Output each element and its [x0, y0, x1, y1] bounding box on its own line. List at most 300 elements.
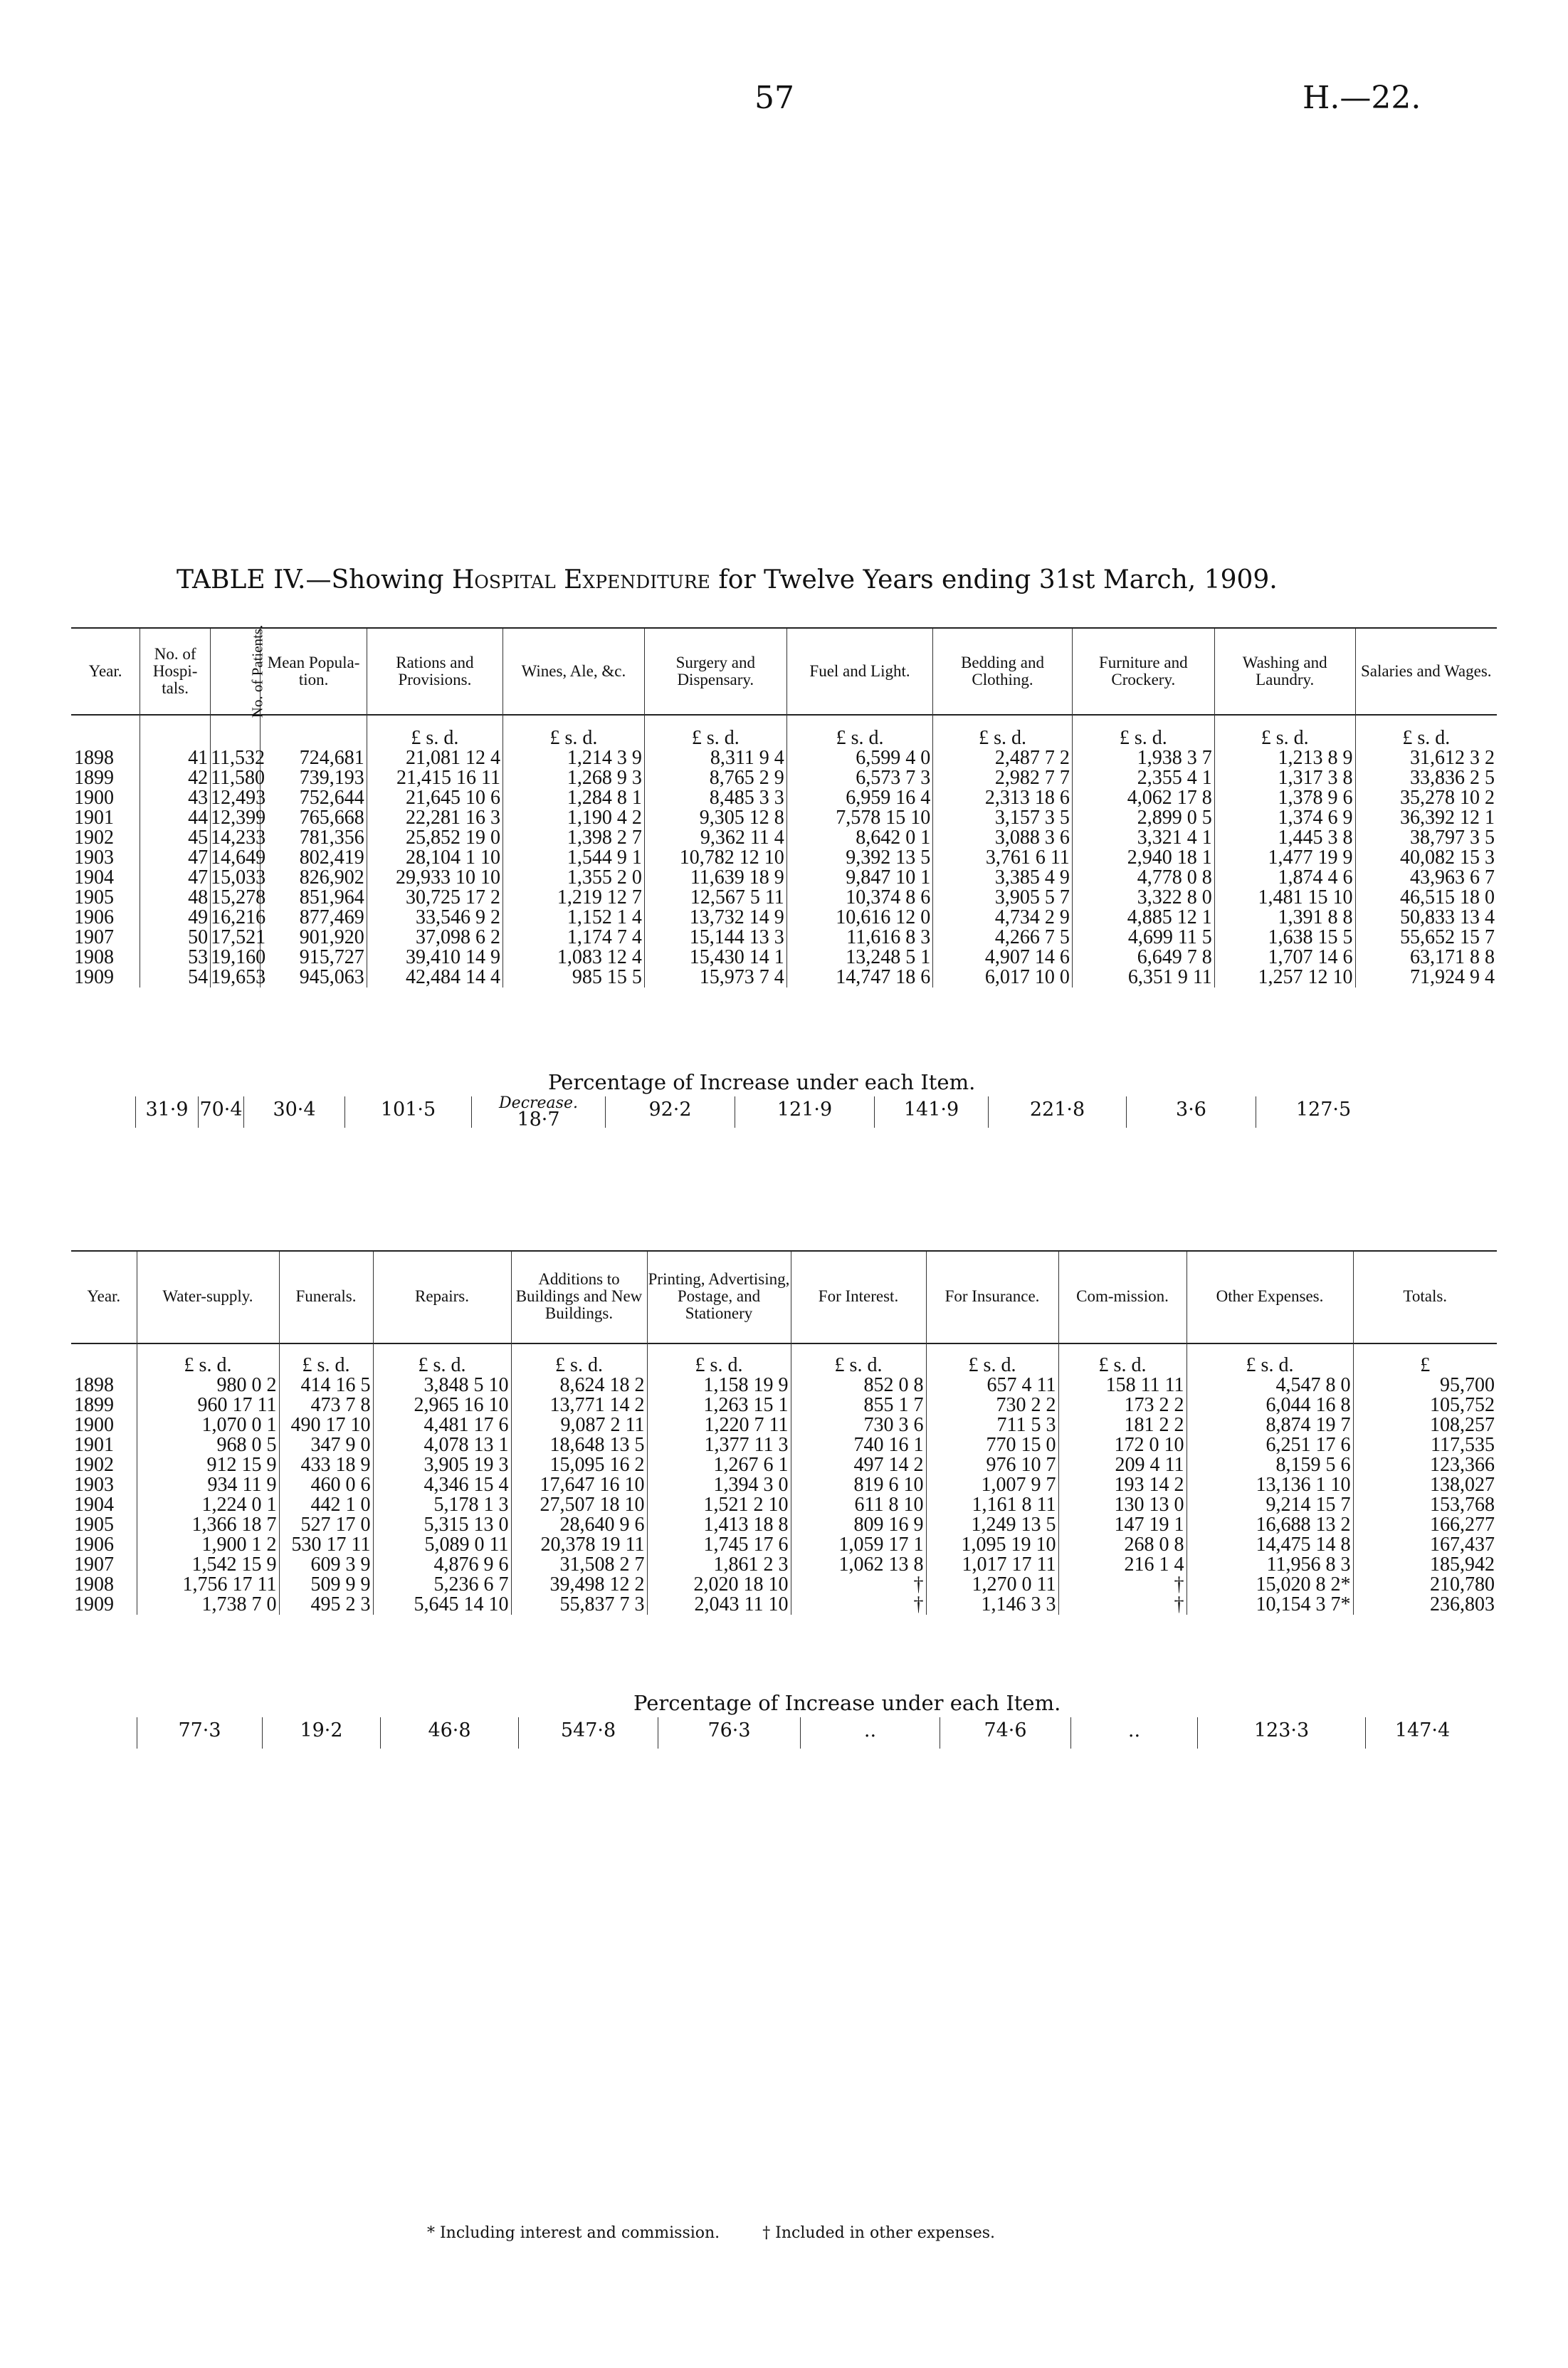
value-cell: †: [791, 1595, 926, 1615]
percentage-value: 46·8: [428, 1719, 471, 1741]
value-cell: 1,378 9 6: [1214, 788, 1355, 808]
value-cell: 1,481 15 10: [1214, 888, 1355, 908]
percentage-cell: [1256, 1096, 1391, 1128]
value-cell: 6,351 9 11: [1072, 968, 1214, 987]
percentage-cell: [198, 1096, 243, 1128]
value-cell: 48: [140, 888, 211, 908]
value-cell: 3,761 6 11: [933, 848, 1073, 868]
percentage-cell: [135, 1096, 198, 1128]
value-cell: 6,017 10 0: [933, 968, 1073, 987]
value-cell: 15,973 7 4: [644, 968, 786, 987]
value-cell: 5,645 14 10: [373, 1595, 511, 1615]
header-totals: Totals.: [1353, 1252, 1497, 1341]
value-cell: 33,836 2 5: [1355, 768, 1497, 788]
value-cell: 13,248 5 1: [786, 948, 932, 968]
value-cell: 980 0 2: [137, 1376, 279, 1395]
value-cell: 50: [140, 928, 211, 948]
table-title: [177, 565, 1429, 594]
value-cell: 216 1 4: [1058, 1555, 1186, 1575]
year-cell: 1909: [74, 966, 114, 988]
value-cell: 945,063: [261, 968, 367, 987]
value-cell: 4,885 12 1: [1072, 908, 1214, 928]
unit-cell: £ s. d.: [1058, 1341, 1186, 1376]
value-cell: 3,157 3 5: [933, 808, 1073, 828]
value-cell: 1,152 1 4: [503, 908, 644, 928]
value-cell: 10,374 8 6: [786, 888, 932, 908]
value-cell: 10,616 12 0: [786, 908, 932, 928]
percentage-cell: [800, 1717, 940, 1749]
header-surgery: Surgery and Dispensary.: [644, 629, 786, 714]
value-cell: 12,399: [211, 807, 266, 829]
value-cell: 442 1 0: [279, 1495, 373, 1515]
value-cell: 3,848 5 10: [373, 1376, 511, 1395]
value-cell: 11,616 8 3: [786, 928, 932, 948]
value-cell: 1,391 8 8: [1214, 908, 1355, 928]
value-cell: 730 2 2: [926, 1395, 1058, 1415]
value-cell: 47: [140, 848, 211, 868]
value-cell: 4,907 14 6: [933, 948, 1073, 968]
value-cell: 43: [140, 788, 211, 808]
value-cell: 1,257 12 10: [1214, 968, 1355, 987]
value-cell: 6,959 16 4: [786, 788, 932, 808]
year-cell: 1907: [74, 1554, 114, 1576]
table-row: [71, 1455, 1497, 1475]
title-lead: TABLE IV.—Showing: [177, 565, 453, 594]
value-cell: 2,965 16 10: [373, 1395, 511, 1415]
table-row: [71, 1575, 1497, 1595]
value-cell: 8,874 19 7: [1186, 1415, 1353, 1435]
value-cell: 19,653: [211, 966, 266, 988]
value-cell: 2,043 11 10: [647, 1595, 791, 1615]
value-cell: 711 5 3: [926, 1415, 1058, 1435]
value-cell: 181 2 2: [1058, 1415, 1186, 1435]
value-cell: 5,315 13 0: [373, 1515, 511, 1535]
percentage-cell: [243, 1096, 344, 1128]
table-row: [71, 1475, 1497, 1495]
value-cell: 2,940 18 1: [1072, 848, 1214, 868]
value-cell: 657 4 11: [926, 1376, 1058, 1395]
unit-cell: [211, 714, 261, 748]
value-cell: 29,933 10 10: [367, 868, 503, 888]
table-row: [71, 1395, 1497, 1415]
value-cell: 1,638 15 5: [1214, 928, 1355, 948]
value-cell: 35,278 10 2: [1355, 788, 1497, 808]
value-cell: 1,270 0 11: [926, 1575, 1058, 1595]
year-cell: 1903: [74, 847, 114, 869]
value-cell: 724,681: [261, 748, 367, 768]
unit-cell: £ s. d.: [279, 1341, 373, 1376]
percentage-value: 127·5: [1295, 1099, 1352, 1121]
percentage-cell: [1365, 1717, 1479, 1749]
value-cell: 15,033: [211, 866, 266, 889]
table-row: [71, 768, 1497, 788]
value-cell: 781,356: [261, 828, 367, 848]
value-cell: 9,305 12 8: [644, 808, 786, 828]
value-cell: 55,837 7 3: [511, 1595, 647, 1615]
value-cell: 2,899 0 5: [1072, 808, 1214, 828]
header-hospitals: No. of Hospi-tals.: [140, 629, 211, 714]
table-row: [71, 1535, 1497, 1555]
value-cell: 809 16 9: [791, 1515, 926, 1535]
value-cell: 17,647 16 10: [511, 1475, 647, 1495]
table-row: [71, 968, 1497, 987]
value-cell: 10,782 12 10: [644, 848, 786, 868]
value-cell: 25,852 19 0: [367, 828, 503, 848]
value-cell: 31,612 3 2: [1355, 748, 1497, 768]
value-cell: 43,963 6 7: [1355, 868, 1497, 888]
value-cell: 22,281 16 3: [367, 808, 503, 828]
value-cell: 31,508 2 7: [511, 1555, 647, 1575]
header-interest: For Interest.: [791, 1252, 926, 1341]
value-cell: 1,445 3 8: [1214, 828, 1355, 848]
value-cell: 9,847 10 1: [786, 868, 932, 888]
value-cell: 3,321 4 1: [1072, 828, 1214, 848]
value-cell: 236,803: [1353, 1595, 1497, 1615]
header-fuel: Fuel and Light.: [786, 629, 932, 714]
year-cell: 1905: [74, 886, 114, 908]
value-cell: 36,392 12 1: [1355, 808, 1497, 828]
value-cell: 6,649 7 8: [1072, 948, 1214, 968]
unit-cell: [261, 714, 367, 748]
table-row: [71, 1515, 1497, 1535]
value-cell: 1,220 7 11: [647, 1415, 791, 1435]
percentage-cell: [1070, 1717, 1197, 1749]
value-cell: 1,190 4 2: [503, 808, 644, 828]
table-row: [71, 748, 1497, 768]
table-row: [71, 948, 1497, 968]
table-row: [71, 788, 1497, 808]
value-cell: 8,311 9 4: [644, 748, 786, 768]
value-cell: 147 19 1: [1058, 1515, 1186, 1535]
percentage-cell: [940, 1717, 1070, 1749]
percentage-value: 221·8: [1029, 1099, 1085, 1121]
value-cell: 12,493: [211, 787, 266, 809]
value-cell: 433 18 9: [279, 1455, 373, 1475]
header-furniture: Furniture and Crockery.: [1072, 629, 1214, 714]
value-cell: 14,649: [211, 847, 266, 869]
header-rations: Rations and Provisions.: [367, 629, 503, 714]
value-cell: 1,249 13 5: [926, 1515, 1058, 1535]
value-cell: 2,020 18 10: [647, 1575, 791, 1595]
value-cell: 912 15 9: [137, 1455, 279, 1475]
value-cell: 855 1 7: [791, 1395, 926, 1415]
percentage-value: 147·4: [1394, 1719, 1451, 1741]
percentage-cell: [658, 1717, 800, 1749]
value-cell: 71,924 9 4: [1355, 968, 1497, 987]
value-cell: 3,088 3 6: [933, 828, 1073, 848]
year-cell: 1906: [74, 906, 114, 928]
value-cell: 4,734 2 9: [933, 908, 1073, 928]
value-cell: 5,178 1 3: [373, 1495, 511, 1515]
decrease-label: Decrease.: [499, 1094, 578, 1112]
value-cell: 117,535: [1353, 1435, 1497, 1455]
unit-cell: £ s. d.: [933, 714, 1073, 748]
header-mean-population: Mean Popula-tion.: [261, 629, 367, 714]
percentage-value: 123·3: [1253, 1719, 1310, 1741]
value-cell: 13,136 1 10: [1186, 1475, 1353, 1495]
value-cell: 27,507 18 10: [511, 1495, 647, 1515]
percentage-cell: [1197, 1717, 1365, 1749]
value-cell: 985 15 5: [503, 968, 644, 987]
value-cell: 3,905 19 3: [373, 1455, 511, 1475]
year-cell: 1900: [74, 1414, 114, 1436]
table1-percentage-row: [135, 1094, 1391, 1131]
value-cell: 819 6 10: [791, 1475, 926, 1495]
table-row: [71, 1435, 1497, 1455]
value-cell: 11,956 8 3: [1186, 1555, 1353, 1575]
value-cell: 9,392 13 5: [786, 848, 932, 868]
value-cell: 1,738 7 0: [137, 1595, 279, 1615]
value-cell: 1,095 19 10: [926, 1535, 1058, 1555]
value-cell: 852 0 8: [791, 1376, 926, 1395]
percentage-value: 19·2: [300, 1719, 343, 1741]
unit-cell: £ s. d.: [1186, 1341, 1353, 1376]
table1-percentage-title: Percentage of Increase under each Item.: [548, 1070, 976, 1094]
value-cell: 347 9 0: [279, 1435, 373, 1455]
table-row: [71, 1495, 1497, 1515]
value-cell: 6,251 17 6: [1186, 1435, 1353, 1455]
value-cell: 1,284 8 1: [503, 788, 644, 808]
value-cell: 40,082 15 3: [1355, 848, 1497, 868]
value-cell: 3,905 5 7: [933, 888, 1073, 908]
units-row: [71, 1341, 1497, 1376]
value-cell: 46,515 18 0: [1355, 888, 1497, 908]
value-cell: 1,398 2 7: [503, 828, 644, 848]
header-insurance: For Insurance.: [926, 1252, 1058, 1341]
table2-percentage-row: [137, 1717, 1479, 1749]
value-cell: 770 15 0: [926, 1435, 1058, 1455]
value-cell: 50,833 13 4: [1355, 908, 1497, 928]
value-cell: 530 17 11: [279, 1535, 373, 1555]
value-cell: 42: [140, 768, 211, 788]
value-cell: 826,902: [261, 868, 367, 888]
value-cell: 9,362 11 4: [644, 828, 786, 848]
value-cell: 153,768: [1353, 1495, 1497, 1515]
value-cell: 15,144 13 3: [644, 928, 786, 948]
value-cell: 33,546 9 2: [367, 908, 503, 928]
table-row: [71, 1595, 1497, 1615]
value-cell: 901,920: [261, 928, 367, 948]
value-cell: 8,485 3 3: [644, 788, 786, 808]
value-cell: 4,547 8 0: [1186, 1376, 1353, 1395]
year-cell: 1898: [74, 747, 114, 769]
value-cell: 740 16 1: [791, 1435, 926, 1455]
footnote-star: * Including interest and commission.: [427, 2224, 720, 2242]
year-cell: 1901: [74, 1434, 114, 1456]
value-cell: 1,366 18 7: [137, 1515, 279, 1535]
year-cell: 1899: [74, 767, 114, 789]
value-cell: 167,437: [1353, 1535, 1497, 1555]
year-cell: 1902: [74, 827, 114, 849]
value-cell: 5,089 0 11: [373, 1535, 511, 1555]
value-cell: 166,277: [1353, 1515, 1497, 1535]
value-cell: 1,146 3 3: [926, 1595, 1058, 1615]
value-cell: 8,642 0 1: [786, 828, 932, 848]
value-cell: 123,366: [1353, 1455, 1497, 1475]
value-cell: 968 0 5: [137, 1435, 279, 1455]
value-cell: 138,027: [1353, 1475, 1497, 1495]
unit-cell: £ s. d.: [1072, 714, 1214, 748]
value-cell: 1,544 9 1: [503, 848, 644, 868]
unit-cell: £ s. d.: [1214, 714, 1355, 748]
value-cell: 4,778 0 8: [1072, 868, 1214, 888]
value-cell: 17,521: [211, 926, 266, 948]
value-cell: 30,725 17 2: [367, 888, 503, 908]
title-tail: for Twelve Years ending 31st March, 1909.: [710, 565, 1278, 594]
value-cell: 16,216: [211, 906, 266, 928]
unit-cell: £ s. d.: [791, 1341, 926, 1376]
value-cell: 39,498 12 2: [511, 1575, 647, 1595]
unit-cell: £ s. d.: [367, 714, 503, 748]
value-cell: 14,233: [211, 827, 266, 849]
value-cell: 95,700: [1353, 1376, 1497, 1395]
header-washing: Washing and Laundry.: [1214, 629, 1355, 714]
value-cell: 39,410 14 9: [367, 948, 503, 968]
value-cell: 1,174 7 4: [503, 928, 644, 948]
unit-cell: [71, 714, 140, 748]
header-water-supply: Water-supply.: [137, 1252, 279, 1341]
header-funerals: Funerals.: [279, 1252, 373, 1341]
percentage-cell: [874, 1096, 988, 1128]
header-year-2: Year.: [87, 1287, 121, 1305]
year-cell: 1909: [74, 1593, 114, 1615]
value-cell: 210,780: [1353, 1575, 1497, 1595]
series-code: H.—22.: [1303, 80, 1421, 116]
value-cell: 1,062 13 8: [791, 1555, 926, 1575]
percentage-cell: [735, 1096, 874, 1128]
percentage-value: 141·9: [903, 1099, 959, 1121]
percentage-cell: [344, 1096, 471, 1128]
value-cell: 28,640 9 6: [511, 1515, 647, 1535]
value-cell: 609 3 9: [279, 1555, 373, 1575]
year-cell: 1905: [74, 1514, 114, 1536]
value-cell: 1,007 9 7: [926, 1475, 1058, 1495]
unit-cell: £ s. d.: [786, 714, 932, 748]
percentage-value: 18·7: [517, 1109, 560, 1131]
value-cell: †: [1058, 1595, 1186, 1615]
value-cell: 495 2 3: [279, 1595, 373, 1615]
year-cell: 1907: [74, 926, 114, 948]
value-cell: 1,374 6 9: [1214, 808, 1355, 828]
header-patients: [211, 624, 266, 718]
value-cell: 3,385 4 9: [933, 868, 1073, 888]
value-cell: †: [791, 1575, 926, 1595]
value-cell: 15,278: [211, 886, 266, 908]
value-cell: 765,668: [261, 808, 367, 828]
percentage-value: 3·6: [1176, 1099, 1206, 1121]
unit-cell: £ s. d.: [647, 1341, 791, 1376]
value-cell: 8,159 5 6: [1186, 1455, 1353, 1475]
unit-cell: £ s. d.: [1355, 714, 1497, 748]
percentage-cell: [471, 1094, 605, 1131]
percentage-value: 92·2: [648, 1099, 692, 1121]
table-row: [71, 808, 1497, 828]
title-caps: Hospital Expenditure: [452, 565, 710, 594]
value-cell: 752,644: [261, 788, 367, 808]
expenditure-table-1: [71, 624, 1497, 988]
value-cell: 1,268 9 3: [503, 768, 644, 788]
value-cell: 130 13 0: [1058, 1495, 1186, 1515]
value-cell: 20,378 19 11: [511, 1535, 647, 1555]
value-cell: 158 11 11: [1058, 1376, 1186, 1395]
value-cell: 473 7 8: [279, 1395, 373, 1415]
value-cell: 2,355 4 1: [1072, 768, 1214, 788]
value-cell: 802,419: [261, 848, 367, 868]
value-cell: 1,017 17 11: [926, 1555, 1058, 1575]
value-cell: 4,078 13 1: [373, 1435, 511, 1455]
value-cell: 1,070 0 1: [137, 1415, 279, 1435]
value-cell: 209 4 11: [1058, 1455, 1186, 1475]
value-cell: 1,756 17 11: [137, 1575, 279, 1595]
value-cell: 11,532: [211, 747, 265, 769]
value-cell: 45: [140, 828, 211, 848]
value-cell: 53: [140, 948, 211, 968]
value-cell: 11,639 18 9: [644, 868, 786, 888]
value-cell: 6,044 16 8: [1186, 1395, 1353, 1415]
table-row: [71, 1555, 1497, 1575]
value-cell: 1,267 6 1: [647, 1455, 791, 1475]
value-cell: 730 3 6: [791, 1415, 926, 1435]
value-cell: 4,699 11 5: [1072, 928, 1214, 948]
value-cell: 1,542 15 9: [137, 1555, 279, 1575]
value-cell: 1,521 2 10: [647, 1495, 791, 1515]
unit-cell: [140, 714, 211, 748]
value-cell: 2,982 7 7: [933, 768, 1073, 788]
value-cell: 9,087 2 11: [511, 1415, 647, 1435]
value-cell: 3,322 8 0: [1072, 888, 1214, 908]
value-cell: 41: [140, 748, 211, 768]
unit-cell: [71, 1341, 137, 1376]
value-cell: 1,263 15 1: [647, 1395, 791, 1415]
value-cell: 8,765 2 9: [644, 768, 786, 788]
table2-percentage-title: Percentage of Increase under each Item.: [633, 1691, 1061, 1715]
value-cell: 105,752: [1353, 1395, 1497, 1415]
value-cell: 193 14 2: [1058, 1475, 1186, 1495]
value-cell: 15,020 8 2*: [1186, 1575, 1353, 1595]
value-cell: 1,707 14 6: [1214, 948, 1355, 968]
header-wines: Wines, Ale, &c.: [503, 629, 644, 714]
header-salaries: Salaries and Wages.: [1355, 629, 1497, 714]
value-cell: 739,193: [261, 768, 367, 788]
value-cell: 185,942: [1353, 1555, 1497, 1575]
percentage-cell: [262, 1717, 380, 1749]
value-cell: 21,081 12 4: [367, 748, 503, 768]
value-cell: 9,214 15 7: [1186, 1495, 1353, 1515]
header-patients-text: No. of Patients.: [248, 624, 266, 718]
table-row: [71, 1376, 1497, 1395]
value-cell: 611 8 10: [791, 1495, 926, 1515]
value-cell: 877,469: [261, 908, 367, 928]
percentage-value: 76·3: [707, 1719, 751, 1741]
percentage-value: 121·9: [777, 1099, 833, 1121]
percentage-value: 101·5: [380, 1099, 436, 1121]
header-other-expenses: Other Expenses.: [1186, 1252, 1353, 1341]
value-cell: 460 0 6: [279, 1475, 373, 1495]
value-cell: 1,861 2 3: [647, 1555, 791, 1575]
value-cell: 1,413 18 8: [647, 1515, 791, 1535]
percentage-cell: [605, 1096, 735, 1128]
value-cell: 1,214 3 9: [503, 748, 644, 768]
unit-cell: £: [1353, 1341, 1497, 1376]
percentage-cell: [137, 1717, 262, 1749]
value-cell: 15,430 14 1: [644, 948, 786, 968]
value-cell: 108,257: [1353, 1415, 1497, 1435]
value-cell: 1,224 0 1: [137, 1495, 279, 1515]
value-cell: 6,599 4 0: [786, 748, 932, 768]
percentage-value: 31·9: [145, 1099, 189, 1121]
value-cell: 1,083 12 4: [503, 948, 644, 968]
value-cell: 414 16 5: [279, 1376, 373, 1395]
